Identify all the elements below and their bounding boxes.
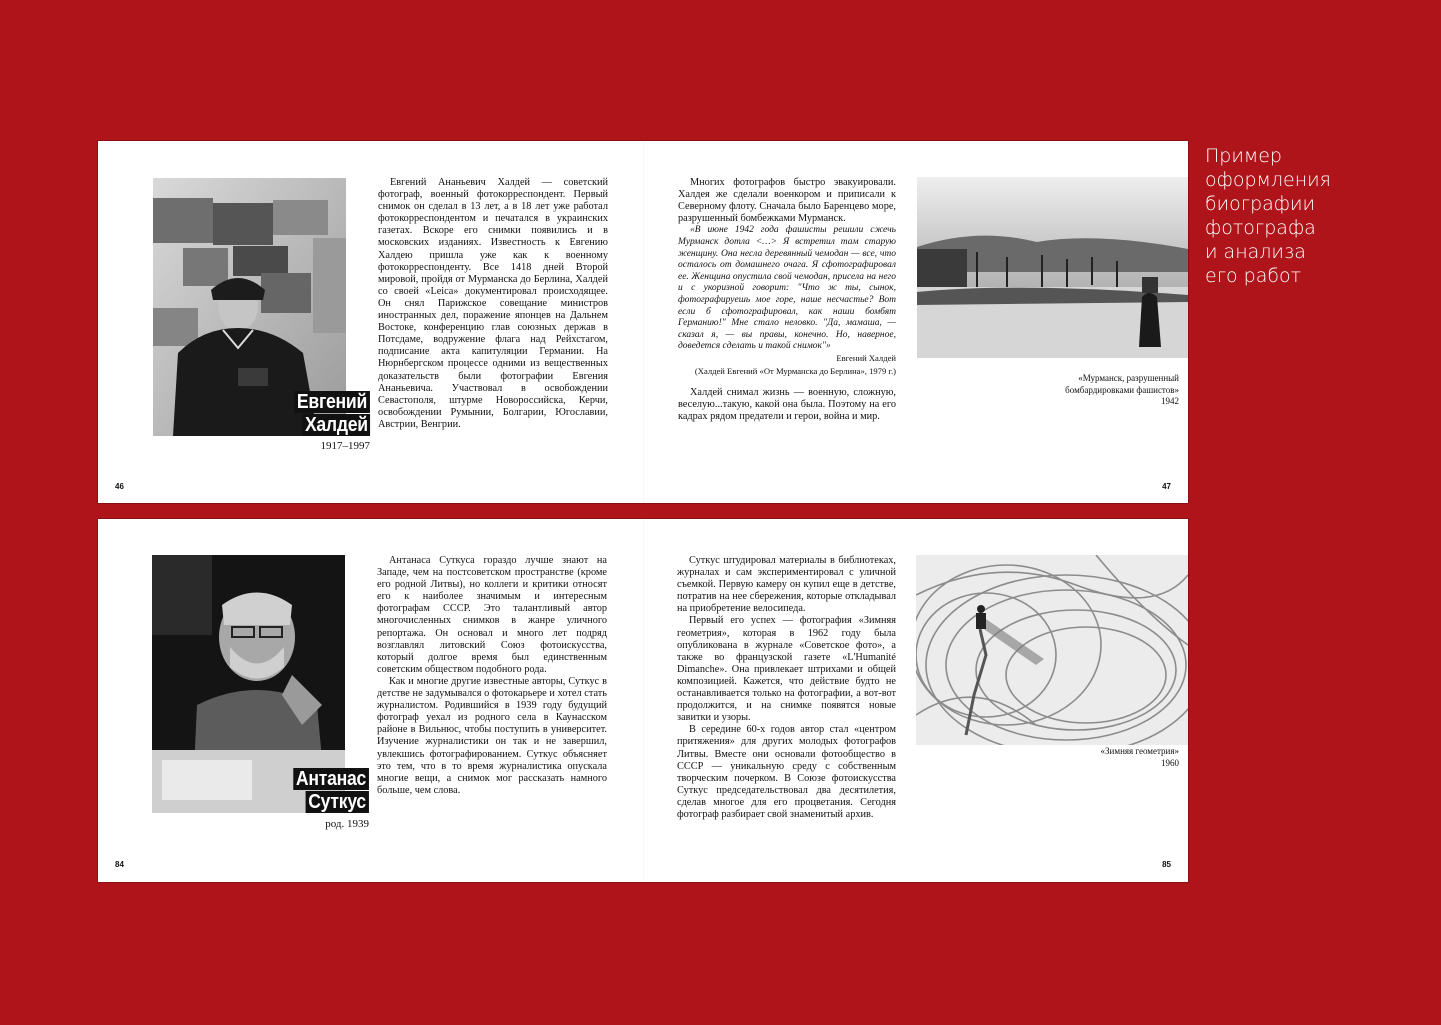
- side-title-line: фотографа: [1205, 217, 1316, 239]
- page-number-right: 85: [1162, 860, 1171, 869]
- bio-column: [377, 555, 607, 797]
- side-title-line: биографии: [1205, 193, 1316, 215]
- text-paragraph: Суткус штудировал материалы в библиотеках, журналах и сам экспериментировал с уличной съемкой. Первую камеру он купил еще в детстве, потратив на нее сбережения, которые откладывал на приобретение велосипеда.: [677, 555, 896, 615]
- bio-paragraph: Евгений Ананьевич Халдей — советский фотограф, военный фотокорреспондент. Первый снимок он сделал в 13 лет, а в 18 лет уже работал фотокорреспондентом и печатался в украинских газетах. Вскоре его снимки появились и в московских изданиях. Известность к Евгению Халдею пришла уже как к военному фотокорреспонденту. Все 1418 дней Второй мировой, пройдя от Мурманска до Берлина, Халдей со своей «Leica» документировал происходящее. Он снял Парижское совещание министров иностранных дел, поражение японцев на Дальнем Востоке, конференцию глав союзных держав в Потсдаме, водружение флага над Рейхстагом, подписание акта капитуляции Германии. На Нюрнбергском процессе одними из вещественных доказательств были фотографии Евгения Ананьевича. Участвовал в освобождении Севастополя, штурме Новороссийска, Керчи, освобождении Румынии, Болгарии, Югославии, Австрии, Венгрии.: [378, 177, 608, 430]
- bio-paragraph: Как и многие другие известные авторы, Суткус в детстве не задумывался о фотокарьере и хотел стать журналистом. Родившийся в 1939 году будущий фотограф уехал из родного села в Каунасском районе в Вильнюс, чтобы поступить в университет. Изучение журналистики он так и не завершил, увлекшись фотографированием. Суткус объясняет это тем, что в то время журналистика опускала многие вещи, а снимок мог рассказать намного больше, чем слова.: [377, 675, 607, 796]
- side-title-line: и анализа: [1205, 241, 1306, 263]
- bio-column: [378, 177, 608, 431]
- photo-caption: [979, 746, 1179, 769]
- bio-paragraph: Антанаса Суткуса гораздо лучше знают на Западе, чем на постсоветском пространстве (кроме его родной Литвы), но коллеги и критики относят его к наиболее значимым и интересным фотографам СССР. Это талантливый автор многочисленных снимков в жанре уличного репортажа. Он основал и много лет подряд возглавлял литовский Союз фотоискусства, который долгое время был единственным советским обществом подобного рода.: [377, 555, 607, 675]
- quote-source: (Халдей Евгений «От Мурманска до Берлина», 1979 г.): [694, 365, 896, 376]
- name-line: Евгений: [295, 391, 370, 413]
- murmansk-photo: [917, 177, 1188, 358]
- life-years: род. 1939: [325, 818, 369, 830]
- quote: «В июне 1942 года фашисты решили сжечь Мурманск дотла <…> Я встретил там старую женщину. Она несла деревянный чемодан — все, что осталось от домашнего очага. Я сфотографировал ее. Женщина опустила свой чемодан, присела на него и с укоризной говорит: "Что ж ты, сынок, фотографируешь мое горе, наше несчастье? Вот если б сфотографировал, как наши бомбят Германию!" Мне стало неловко. "Да, мамаша, — сказал я, — вы правы, конечно. Но, наверное, доведется сделать и такой снимок"»: [678, 225, 896, 352]
- text-paragraph: Первый его успех — фотография «Зимняя геометрия», которая в 1962 году была опубликована в журнале «Советское фото», а также во французской газете «L'Humanité Dimanche». Она привлекает штрихами и общей композицией. Кажется, что действие будто не останавливается только на фотографии, а вот-вот продолжится, и на снимке появятся новые завитки и узоры.: [677, 615, 896, 724]
- side-title-line: его работ: [1205, 265, 1302, 287]
- page-number-right: 47: [1162, 482, 1171, 491]
- winter-geometry-photo: [916, 555, 1188, 745]
- photographer-name-khaldei: [284, 391, 370, 437]
- side-title-line: Пример: [1205, 145, 1282, 167]
- text-paragraph: Многих фотографов быстро эвакуировали. Халдея же сделали военкором и приписали к Северному флоту. Сначала было Баренцево море, разрушенный бомбежками Мурманск.: [678, 177, 896, 225]
- caption-line: бомбардировками фашистов»: [1065, 384, 1179, 395]
- text-column: [678, 177, 896, 423]
- spread-sutkus: [98, 519, 1188, 882]
- photo-caption: [979, 373, 1179, 408]
- spread-khaldei: [98, 141, 1188, 503]
- name-line: Антанас: [294, 768, 369, 790]
- quote-author: Евгений Халдей: [836, 352, 896, 363]
- side-title-line: оформления: [1205, 169, 1331, 191]
- photographer-name-sutkus: [283, 768, 369, 814]
- caption-line: 1960: [1161, 757, 1179, 768]
- text-paragraph: Халдей снимал жизнь — военную, сложную, веселую...такую, какой она была. Поэтому на его кадрах рядом предатели и герои, война и мир.: [678, 386, 896, 423]
- caption-line: 1942: [1161, 396, 1179, 406]
- page-number-left: 84: [115, 860, 124, 869]
- page-number-left: 46: [115, 482, 124, 491]
- name-line: Суткус: [306, 791, 369, 813]
- name-line: Халдей: [302, 414, 370, 436]
- text-paragraph: В середине 60-х годов автор стал «центром притяжения» для других молодых фотографов Литвы. Вместе они основали фотообщество в СССР — уникальную среду с собственным творческим почерком. В Союзе фотоискусства Суткус председательствовал два десятилетия, сделав многое для его процветания. Сегодня фотограф разбирает свой знаменитый архив.: [677, 724, 896, 820]
- life-years: 1917–1997: [320, 440, 370, 452]
- caption-line: «Мурманск, разрушенный: [1078, 373, 1179, 383]
- caption-line: «Зимняя геометрия»: [1100, 746, 1179, 756]
- text-column: [677, 555, 896, 821]
- side-title: [1205, 144, 1385, 288]
